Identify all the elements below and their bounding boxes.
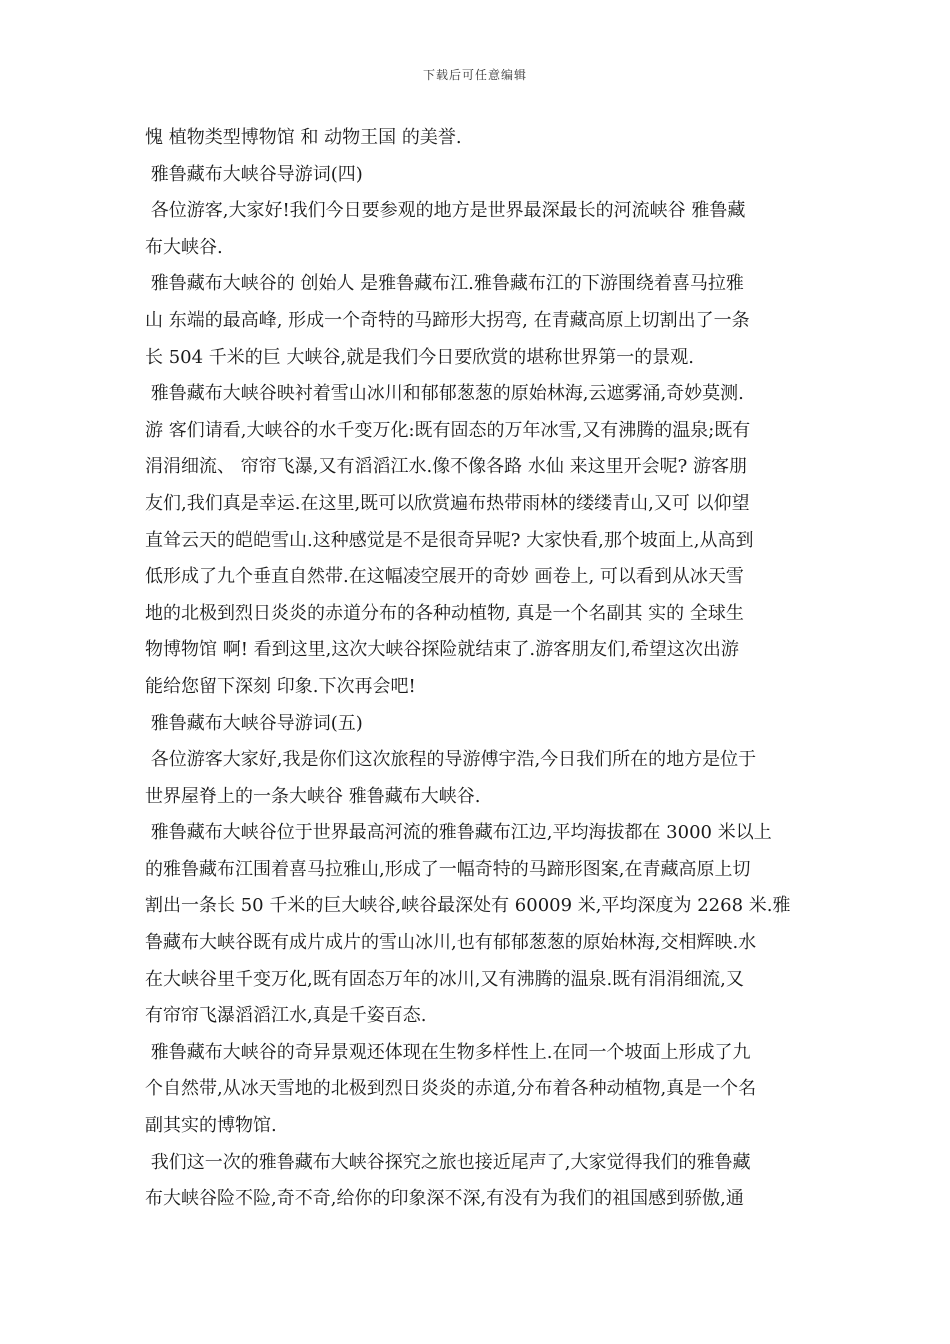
text-line: 雅鲁藏布大峡谷的奇异景观还体现在生物多样性上.在同一个坡面上形成了九 — [145, 1041, 751, 1063]
text-line: 涓涓细流、 帘帘飞瀑,又有滔滔江水.像不像各路 水仙 来这里开会呢? 游客朋 — [145, 456, 747, 478]
text-line: 副其实的博物馆. — [145, 1115, 277, 1137]
text-line: 能给您留下深刻 印象.下次再会吧! — [145, 675, 416, 697]
text-line: 游 客们请看,大峡谷的水千变万化:既有固态的万年冰雪,又有沸腾的温泉;既有 — [145, 419, 751, 441]
text-line: 雅鲁藏布大峡谷的 创始人 是雅鲁藏布江.雅鲁藏布江的下游围绕着喜马拉雅 — [145, 273, 744, 295]
text-line: 有帘帘飞瀑滔滔江水,真是千姿百态. — [145, 1005, 427, 1027]
text-line: 地的北极到烈日炎炎的赤道分布的各种动植物, 真是一个名副其 实的 全球生 — [145, 602, 744, 624]
text-line: 布大峡谷. — [145, 236, 223, 258]
text-line: 低形成了九个垂直自然带.在这幅凌空展开的奇妙 画卷上, 可以看到从冰天雪 — [145, 566, 744, 588]
page-header: 下载后可任意编辑 — [422, 68, 527, 82]
section-heading: 雅鲁藏布大峡谷导游词(五) — [145, 712, 363, 734]
text-line: 布大峡谷险不险,奇不奇,给你的印象深不深,有没有为我们的祖国感到骄傲,通 — [145, 1188, 744, 1210]
text-line: 长 504 千米的巨 大峡谷,就是我们今日要欣赏的堪称世界第一的景观. — [145, 346, 694, 368]
text-line: 愧 植物类型博物馆 和 动物王国 的美誉. — [145, 127, 462, 148]
text-line: 友们,我们真是幸运.在这里,既可以欣赏遍布热带雨林的缕缕青山,又可 以仰望 — [145, 492, 750, 514]
section-heading: 雅鲁藏布大峡谷导游词(四) — [145, 163, 363, 185]
text-line: 在大峡谷里千变万化,既有固态万年的冰川,又有沸腾的温泉.既有涓涓细流,又 — [145, 968, 744, 990]
text-line: 个自然带,从冰天雪地的北极到烈日炎炎的赤道,分布着各种动植物,真是一个名 — [145, 1078, 757, 1100]
text-line: 鲁藏布大峡谷既有成片成片的雪山冰川,也有郁郁葱葱的原始林海,交相辉映.水 — [145, 932, 757, 954]
text-line: 直耸云天的皑皑雪山.这种感觉是不是很奇异呢? 大家快看,那个坡面上,从高到 — [145, 529, 754, 551]
text-line: 山 东端的最高峰, 形成一个奇特的马蹄形大拐弯, 在青藏高原上切割出了一条 — [145, 309, 750, 331]
text-line: 的雅鲁藏布江围着喜马拉雅山,形成了一幅奇特的马蹄形图案,在青藏高原上切 — [145, 858, 751, 880]
text-line: 雅鲁藏布大峡谷映衬着雪山冰川和郁郁葱葱的原始林海,云遮雾涌,奇妙莫测. — [145, 383, 744, 405]
text-line: 世界屋脊上的一条大峡谷 雅鲁藏布大峡谷. — [145, 785, 481, 807]
text-line: 各位游客大家好,我是你们这次旅程的导游傅宇浩,今日我们所在的地方是位于 — [145, 749, 757, 771]
text-line: 割出一条长 50 千米的巨大峡谷,峡谷最深处有 60009 米,平均深度为 2268 米.雅 — [145, 895, 791, 917]
document-body — [145, 120, 810, 1218]
text-line: 物博物馆 啊! 看到这里,这次大峡谷探险就结束了.游客朋友们,希望这次出游 — [145, 639, 739, 661]
text-line: 各位游客,大家好!我们今日要参观的地方是世界最深最长的河流峡谷 雅鲁藏 — [145, 200, 746, 222]
text-line: 雅鲁藏布大峡谷位于世界最高河流的雅鲁藏布江边,平均海拔都在 3000 米以上 — [145, 822, 772, 844]
text-line: 我们这一次的雅鲁藏布大峡谷探究之旅也接近尾声了,大家觉得我们的雅鲁藏 — [145, 1151, 751, 1173]
